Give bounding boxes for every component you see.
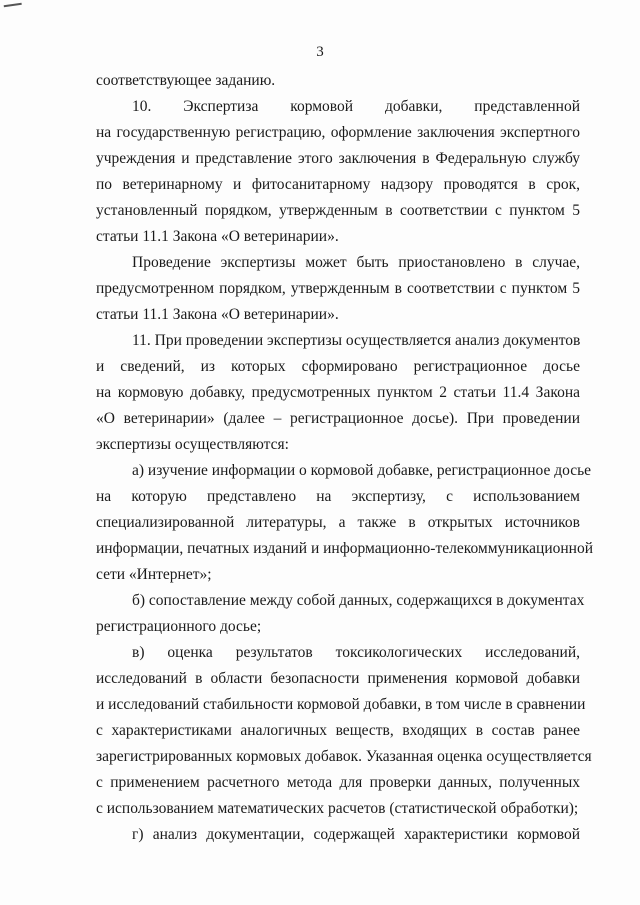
text-line: с характеристиками аналогичных веществ, входящих в состав ранее [96,722,580,739]
text-line: 11. При проведении экспертизы осуществляется анализ документов [132,332,581,349]
text-line: Проведение экспертизы может быть приостановлено в случае, [132,254,580,271]
text-line: 10. Экспертиза кормовой добавки, представленной [132,98,580,115]
paragraph-p10b [96,250,580,328]
text-line: г) анализ документации, содержащей характеристики кормовой [132,826,580,843]
paragraph-pg [96,822,580,848]
text-line: установленный порядком, утвержденным в соответствии с пунктом 5 [96,202,580,219]
text-line: специализированной литературы, а также в открытых источников [96,514,580,531]
text-line: по ветеринарному и фитосанитарному надзору проводятся в срок, [96,176,580,193]
text-line: экспертизы осуществляются: [96,436,289,453]
text-line: и сведений, из которых сформировано регистрационное досье [96,358,580,375]
text-line: в) оценка результатов токсикологических исследований, [132,644,580,661]
paragraph-pb [96,588,585,640]
text-line: сети «Интернет»; [96,566,212,583]
text-line: с применением расчетного метода для проверки данных, полученных [96,774,580,791]
page-number: 3 [316,44,324,60]
text-line: «О ветеринарии» (далее – регистрационное досье). При проведении [96,410,580,427]
text-line: б) сопоставление между собой данных, содержащихся в документах [132,592,585,609]
text-line: а) изучение информации о кормовой добавке, регистрационное досье [132,462,592,479]
text-line: регистрационного досье; [96,618,262,635]
text-line: с использованием математических расчетов (статистической обработки); [96,800,579,817]
text-line: на государственную регистрацию, оформление заключения экспертного [96,124,580,141]
scan-corner-mark [4,3,23,11]
text-line: и исследований стабильности кормовой добавки, в том числе в сравнении [96,696,586,713]
paragraph-p10 [96,94,580,250]
text-line: на кормовую добавку, предусмотренных пунктом 2 статьи 11.4 Закона [96,384,580,401]
text-line: предусмотренном порядком, утвержденным в соответствии с пунктом 5 [96,280,580,297]
text-line: информации, печатных изданий и информационно-телекоммуникационной [96,540,594,557]
text-line: статьи 11.1 Закона «О ветеринарии». [96,306,339,323]
text-line: на которую представлено на экспертизу, с использованием [96,488,580,505]
paragraph-pa [96,458,594,588]
document-body [96,68,594,848]
text-line: соответствующее заданию. [96,72,276,89]
text-line: исследований в области безопасности применения кормовой добавки [96,670,580,687]
paragraph-pv [96,640,592,822]
paragraph-p11 [96,328,580,458]
text-line: статьи 11.1 Закона «О ветеринарии». [96,228,339,245]
text-line: учреждения и представление этого заключения в Федеральную службу [96,150,580,167]
text-line: зарегистрированных кормовых добавок. Указанная оценка осуществляется [96,748,592,765]
paragraph-p0 [96,68,580,94]
